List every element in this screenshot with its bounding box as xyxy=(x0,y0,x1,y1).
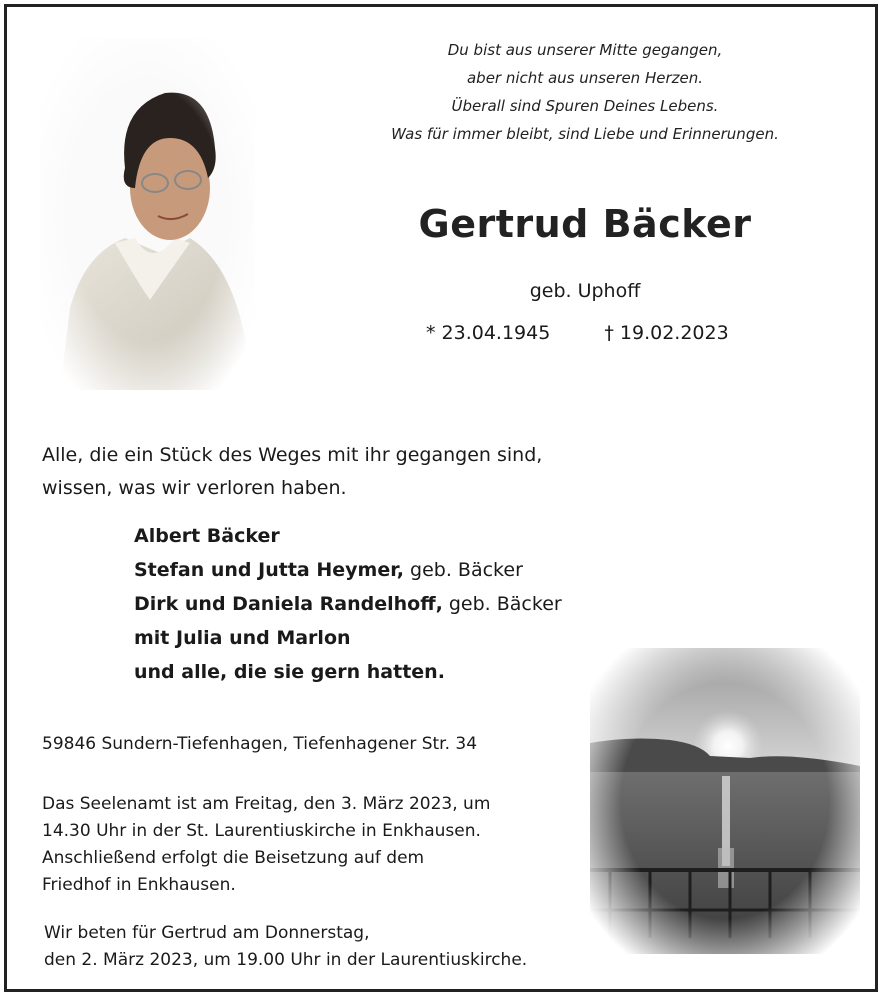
family-member-name: Stefan und Jutta Heymer, xyxy=(134,559,404,581)
family-closing: und alle, die sie gern hatten. xyxy=(134,661,445,683)
family-member xyxy=(134,655,562,689)
service-line: Friedhof in Enkhausen. xyxy=(42,875,236,895)
intro-line: Alle, die ein Stück des Weges mit ihr gegangen sind, xyxy=(42,444,543,466)
family-member xyxy=(134,519,562,553)
family-member xyxy=(134,587,562,621)
family-member-name: Albert Bäcker xyxy=(134,525,280,547)
intro-line: wissen, was wir verloren haben. xyxy=(42,477,347,499)
life-dates xyxy=(426,322,729,344)
service-info xyxy=(42,791,490,899)
prayer-line: den 2. März 2023, um 19.00 Uhr in der Laurentiuskirche. xyxy=(44,950,528,970)
family-member-note: geb. Bäcker xyxy=(442,593,562,615)
family-member xyxy=(134,621,562,655)
family-member-note: geb. Bäcker xyxy=(404,559,523,581)
poem-line: aber nicht aus unseren Herzen. xyxy=(466,69,703,87)
family-member xyxy=(134,553,562,587)
memorial-poem xyxy=(330,36,840,148)
poem-line: Überall sind Spuren Deines Lebens. xyxy=(451,97,719,115)
prayer-info xyxy=(44,920,527,974)
prayer-line: Wir beten für Gertrud am Donnerstag, xyxy=(44,923,370,943)
intro-text xyxy=(42,439,542,505)
birth-date: * 23.04.1945 xyxy=(426,322,551,344)
sunset-photo xyxy=(590,648,860,954)
family-member-name: mit Julia und Marlon xyxy=(134,627,351,649)
maiden-name: geb. Uphoff xyxy=(529,280,641,302)
family-member-name: Dirk und Daniela Randelhoff, xyxy=(134,593,443,615)
poem-line: Du bist aus unserer Mitte gegangen, xyxy=(447,41,723,59)
portrait-photo xyxy=(40,38,255,390)
family-list xyxy=(134,519,562,689)
family-address: 59846 Sundern-Tiefenhagen, Tiefenhagener Str. 34 xyxy=(42,734,478,754)
service-line: Anschließend erfolgt die Beisetzung auf dem xyxy=(42,848,425,868)
poem-line: Was für immer bleibt, sind Liebe und Erinnerungen. xyxy=(391,125,779,143)
service-line: Das Seelenamt ist am Freitag, den 3. März 2023, um xyxy=(42,794,491,814)
service-line: 14.30 Uhr in der St. Laurentiuskirche in Enkhausen. xyxy=(42,821,481,841)
deceased-name: Gertrud Bäcker xyxy=(418,202,752,246)
death-date: † 19.02.2023 xyxy=(604,322,729,344)
